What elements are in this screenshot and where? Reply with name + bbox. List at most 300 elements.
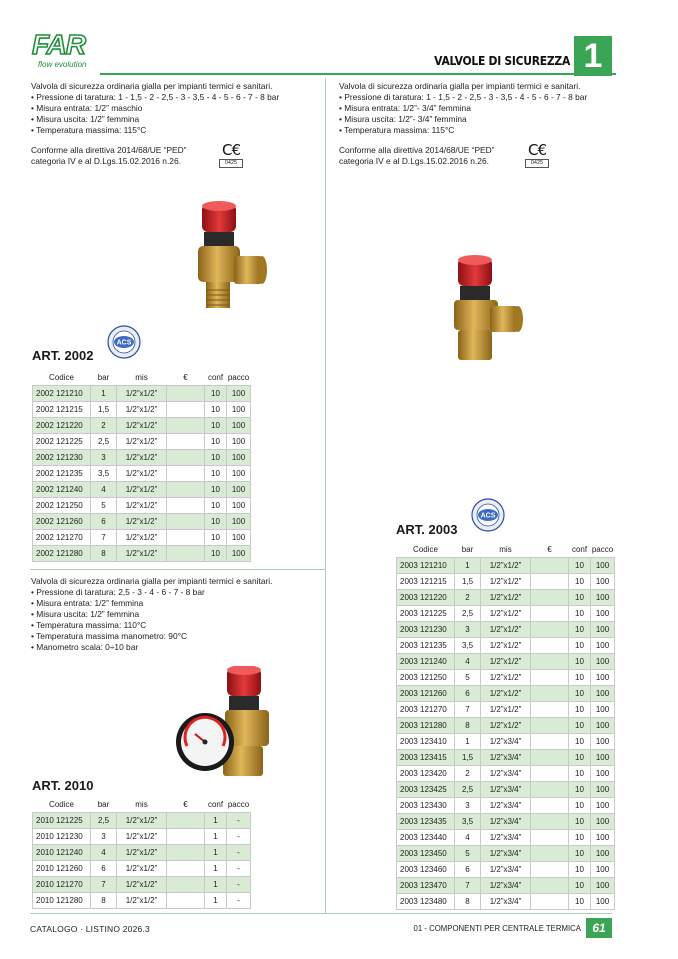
table-cell: 10 — [569, 701, 591, 717]
table-row — [397, 797, 615, 813]
table-cell — [531, 829, 569, 845]
table-cell: 2,5 — [91, 812, 117, 828]
table-cell: 100 — [591, 573, 615, 589]
table-cell: 2003 123450 — [397, 845, 455, 861]
table-cell: 100 — [591, 861, 615, 877]
table-row — [397, 877, 615, 893]
table-row — [397, 781, 615, 797]
art2003-title: ART. 2003 — [396, 522, 458, 537]
table-cell — [531, 893, 569, 909]
table-row — [33, 433, 251, 449]
table-cell: 10 — [569, 829, 591, 845]
table-cell: 2003 121220 — [397, 589, 455, 605]
table-cell: 2010 121280 — [33, 892, 91, 908]
table-cell: 2003 121210 — [397, 557, 455, 573]
table-cell — [531, 877, 569, 893]
table-cell — [531, 557, 569, 573]
table-cell: 2003 123425 — [397, 781, 455, 797]
art2010-table — [32, 798, 251, 909]
column-header: pacco — [227, 373, 250, 383]
table-cell: 100 — [227, 417, 251, 433]
spec-item: • Temperatura massima: 110°C — [31, 620, 321, 631]
acs-badge — [471, 498, 505, 532]
table-cell — [531, 765, 569, 781]
spec-item: • Pressione di taratura: 2,5 - 3 - 4 - 6 - 7 - 8 bar — [31, 587, 321, 598]
table-cell: 1 — [205, 828, 227, 844]
spec-item: • Pressione di taratura: 1 - 1,5 - 2 - 2,5 - 3 - 3,5 - 4 - 5 - 6 - 7 - 8 bar — [339, 92, 629, 103]
table-header-row — [397, 543, 615, 557]
table-cell: 10 — [205, 417, 227, 433]
art2010-description — [31, 576, 321, 653]
table-row — [397, 653, 615, 669]
table-cell: 100 — [591, 749, 615, 765]
table-cell: 100 — [591, 765, 615, 781]
art2002-title: ART. 2002 — [32, 348, 94, 363]
table-cell — [531, 669, 569, 685]
table-cell: 2003 123440 — [397, 829, 455, 845]
table-cell: 2002 121250 — [33, 497, 91, 513]
table-cell: 1 — [91, 385, 117, 401]
table-cell: 2003 121235 — [397, 637, 455, 653]
table-cell: 1/2”x3/4” — [481, 749, 531, 765]
table-cell: 2,5 — [455, 781, 481, 797]
table-cell: 10 — [205, 401, 227, 417]
table-cell: 100 — [591, 877, 615, 893]
spec-item: • Temperatura massima: 115°C — [31, 125, 321, 136]
table-cell: 2003 123480 — [397, 893, 455, 909]
table-row — [33, 465, 251, 481]
table-cell: 7 — [91, 876, 117, 892]
valve-2003-image — [450, 254, 526, 366]
table-cell: 8 — [91, 892, 117, 908]
table-cell: 100 — [591, 701, 615, 717]
desc-text: Valvola di sicurezza ordinaria gialla per impianti termici e sanitari. — [31, 81, 273, 91]
brand-tagline: flow evolution — [38, 60, 87, 69]
table-cell: 10 — [569, 717, 591, 733]
table-cell: 2 — [91, 417, 117, 433]
table-cell: 2002 121280 — [33, 545, 91, 561]
table-cell: 2010 121225 — [33, 812, 91, 828]
spec-item: • Misura entrata: 1/2” femmina — [31, 598, 321, 609]
table-cell: 2010 121270 — [33, 876, 91, 892]
table-cell: 5 — [455, 845, 481, 861]
ce-icon: C€ — [527, 141, 547, 159]
spec-item: • Misura entrata: 1/2”- 3/4” femmina — [339, 103, 629, 114]
table-cell: 2003 121225 — [397, 605, 455, 621]
spec-list — [31, 92, 321, 136]
table-cell: 1 — [205, 812, 227, 828]
table-cell: 1/2”x3/4” — [481, 781, 531, 797]
table-cell: 100 — [591, 669, 615, 685]
table-cell: 1/2”x1/2” — [117, 449, 167, 465]
ped-line: Conforme alla direttiva 2014/68/UE “PED” — [339, 145, 495, 155]
table-cell: 2,5 — [91, 433, 117, 449]
table-cell: 1/2”x3/4” — [481, 829, 531, 845]
table-cell: 3,5 — [455, 813, 481, 829]
table-cell: 2003 121280 — [397, 717, 455, 733]
table-cell: 2003 123460 — [397, 861, 455, 877]
table-cell: 2002 121230 — [33, 449, 91, 465]
table-cell: 1/2”x1/2” — [117, 385, 167, 401]
table-cell: 2 — [455, 765, 481, 781]
column-header: bar — [97, 800, 110, 810]
desc-text: Valvola di sicurezza ordinaria gialla per impianti termici e sanitari. — [339, 81, 581, 91]
table-cell: 100 — [227, 433, 251, 449]
table-cell: 10 — [569, 669, 591, 685]
column-header: pacco — [227, 800, 250, 810]
valve-2002-image — [190, 198, 270, 322]
table-cell: 2003 121240 — [397, 653, 455, 669]
table-cell: 100 — [227, 545, 251, 561]
table-cell: 100 — [227, 481, 251, 497]
table-cell: 1,5 — [455, 749, 481, 765]
table-cell: 7 — [455, 701, 481, 717]
table-cell — [531, 653, 569, 669]
table-cell: 1/2”x1/2” — [117, 513, 167, 529]
ped-note — [31, 145, 221, 167]
table-cell — [167, 417, 205, 433]
table-cell: - — [227, 828, 251, 844]
table-cell: 4 — [91, 481, 117, 497]
acs-label: ACS — [480, 512, 496, 520]
art2002-description — [31, 81, 321, 136]
ped-line: Conforme alla direttiva 2014/68/UE “PED” — [31, 145, 187, 155]
table-cell: 10 — [569, 781, 591, 797]
table-cell: 100 — [227, 513, 251, 529]
table-cell: 10 — [569, 797, 591, 813]
table-cell: 100 — [227, 401, 251, 417]
column-header: Codice — [49, 800, 74, 810]
table-cell: 1/2”x1/2” — [117, 433, 167, 449]
table-cell: 100 — [227, 449, 251, 465]
column-header: € — [547, 545, 552, 555]
art2003-description — [339, 81, 629, 136]
table-cell: 2002 121210 — [33, 385, 91, 401]
table-cell: 10 — [205, 433, 227, 449]
table-cell: 4 — [455, 653, 481, 669]
table-row — [397, 733, 615, 749]
spec-item: • Misura entrata: 1/2” maschio — [31, 103, 321, 114]
valve-2010-image — [175, 666, 275, 790]
table-row — [33, 892, 251, 908]
table-row — [33, 545, 251, 561]
table-row — [397, 861, 615, 877]
table-cell: 10 — [205, 545, 227, 561]
brand-name: FAR — [32, 29, 85, 60]
table-cell: 100 — [591, 557, 615, 573]
table-cell: 6 — [455, 861, 481, 877]
column-header: mis — [135, 373, 148, 383]
table-cell: 1/2”x1/2” — [117, 529, 167, 545]
table-cell: 4 — [91, 844, 117, 860]
table-cell: 10 — [569, 861, 591, 877]
table-cell: 1/2”x1/2” — [481, 589, 531, 605]
table-cell: 10 — [569, 845, 591, 861]
table-cell: 1/2”x1/2” — [481, 653, 531, 669]
table-cell: 2003 123435 — [397, 813, 455, 829]
table-row — [397, 573, 615, 589]
table-cell — [167, 812, 205, 828]
table-cell: 10 — [205, 529, 227, 545]
ped-line: categoria IV e al D.Lgs.15.02.2016 n.26. — [339, 156, 489, 166]
table-row — [33, 828, 251, 844]
table-cell: 2003 123430 — [397, 797, 455, 813]
table-row — [33, 385, 251, 401]
table-row — [397, 717, 615, 733]
table-row — [397, 637, 615, 653]
table-cell: 1/2”x1/2” — [481, 637, 531, 653]
table-row — [397, 621, 615, 637]
table-cell — [531, 701, 569, 717]
table-cell: 1/2”x1/2” — [481, 717, 531, 733]
column-header: € — [183, 373, 188, 383]
table-row — [33, 812, 251, 828]
table-cell: 2002 121215 — [33, 401, 91, 417]
table-cell: 10 — [569, 765, 591, 781]
ce-icon: C€ — [221, 141, 241, 159]
table-cell: 8 — [91, 545, 117, 561]
table-row — [33, 529, 251, 545]
table-row — [33, 497, 251, 513]
table-row — [397, 813, 615, 829]
spec-item: • Misura uscita: 1/2” femmina — [31, 114, 321, 125]
chapter-number: 1 — [574, 36, 612, 76]
table-cell — [531, 589, 569, 605]
table-cell: 100 — [591, 685, 615, 701]
spec-item: • Temperatura massima: 115°C — [339, 125, 629, 136]
table-cell: 10 — [205, 449, 227, 465]
table-cell: 1/2”x1/2” — [481, 621, 531, 637]
table-row — [397, 605, 615, 621]
acs-label: ACS — [116, 339, 132, 347]
table-cell: 1 — [455, 733, 481, 749]
table-cell: 10 — [569, 557, 591, 573]
table-row — [397, 589, 615, 605]
column-header: mis — [499, 545, 512, 555]
table-cell: 2010 121260 — [33, 860, 91, 876]
table-header-row — [33, 371, 251, 385]
table-cell: 1/2”x1/2” — [117, 876, 167, 892]
table-cell: 7 — [455, 877, 481, 893]
column-header: pacco — [591, 545, 614, 555]
table-cell — [531, 861, 569, 877]
table-cell: 1 — [205, 876, 227, 892]
table-cell: 1/2”x1/2” — [481, 685, 531, 701]
table-cell: 1/2”x1/2” — [117, 401, 167, 417]
table-cell: 1/2”x3/4” — [481, 893, 531, 909]
table-cell: 3 — [455, 797, 481, 813]
table-cell: 8 — [455, 893, 481, 909]
table-cell — [167, 433, 205, 449]
table-cell: 100 — [591, 845, 615, 861]
table-cell: 2010 121240 — [33, 844, 91, 860]
table-cell: 100 — [591, 733, 615, 749]
art2002-table — [32, 371, 251, 562]
column-header: conf — [571, 545, 588, 555]
table-cell: 1/2”x3/4” — [481, 813, 531, 829]
table-cell: 100 — [591, 621, 615, 637]
table-cell: 10 — [569, 749, 591, 765]
table-cell: 100 — [591, 717, 615, 733]
table-cell — [531, 813, 569, 829]
table-cell: 10 — [569, 685, 591, 701]
column-header: Codice — [49, 373, 74, 383]
table-cell: 100 — [227, 497, 251, 513]
table-cell: 1/2”x3/4” — [481, 877, 531, 893]
section-title: VALVOLE DI SICUREZZA — [434, 53, 570, 68]
table-cell: 1/2”x3/4” — [481, 733, 531, 749]
ce-mark — [525, 141, 549, 169]
table-cell: 3 — [91, 449, 117, 465]
table-cell: 1,5 — [91, 401, 117, 417]
table-cell: 1/2”x1/2” — [481, 701, 531, 717]
table-cell: 1,5 — [455, 573, 481, 589]
table-cell: 100 — [591, 605, 615, 621]
table-row — [397, 557, 615, 573]
column-header: conf — [207, 373, 224, 383]
table-cell: 1 — [205, 892, 227, 908]
table-cell: 1/2”x1/2” — [481, 669, 531, 685]
table-cell: 10 — [569, 893, 591, 909]
table-cell: - — [227, 860, 251, 876]
table-cell — [167, 876, 205, 892]
column-header: conf — [207, 800, 224, 810]
chapter-label: 01 - COMPONENTI PER CENTRALE TERMICA — [413, 924, 581, 933]
art2010-title: ART. 2010 — [32, 778, 94, 793]
page-number: 61 — [586, 918, 612, 938]
table-cell: 2002 121240 — [33, 481, 91, 497]
table-cell: 2003 121215 — [397, 573, 455, 589]
table-cell: 100 — [591, 813, 615, 829]
table-row — [33, 860, 251, 876]
column-header: bar — [97, 373, 110, 383]
table-cell: 1/2”x1/2” — [117, 892, 167, 908]
table-cell — [167, 481, 205, 497]
table-cell — [167, 449, 205, 465]
desc-text: Valvola di sicurezza ordinaria gialla per impianti termici e sanitari. — [31, 576, 273, 586]
ce-number: 0425 — [219, 159, 243, 168]
table-cell — [531, 781, 569, 797]
table-cell: 2 — [455, 589, 481, 605]
table-cell: 2002 121270 — [33, 529, 91, 545]
table-cell: 10 — [569, 653, 591, 669]
table-row — [33, 844, 251, 860]
table-cell — [531, 733, 569, 749]
table-cell: 1/2”x1/2” — [481, 573, 531, 589]
table-cell: 1/2”x1/2” — [481, 605, 531, 621]
table-row — [33, 876, 251, 892]
ped-note — [339, 145, 529, 167]
table-cell: 100 — [591, 781, 615, 797]
table-cell: 100 — [227, 465, 251, 481]
spec-item: • Misura uscita: 1/2”- 3/4” femmina — [339, 114, 629, 125]
table-cell: 2003 123420 — [397, 765, 455, 781]
table-cell: 1 — [205, 860, 227, 876]
column-header: bar — [461, 545, 474, 555]
table-cell: 2002 121220 — [33, 417, 91, 433]
table-cell: 10 — [569, 589, 591, 605]
table-cell: - — [227, 844, 251, 860]
table-cell: 2003 123410 — [397, 733, 455, 749]
table-cell — [167, 385, 205, 401]
table-cell — [531, 749, 569, 765]
table-cell — [167, 892, 205, 908]
table-cell: 1/2”x3/4” — [481, 845, 531, 861]
table-cell: 2003 123415 — [397, 749, 455, 765]
table-cell: 3,5 — [91, 465, 117, 481]
table-cell: 4 — [455, 829, 481, 845]
table-cell: - — [227, 812, 251, 828]
section-divider — [30, 569, 325, 570]
table-cell — [167, 401, 205, 417]
column-divider — [325, 78, 326, 914]
ce-number: 0425 — [525, 159, 549, 168]
table-row — [33, 417, 251, 433]
table-row — [33, 449, 251, 465]
table-cell: 10 — [569, 733, 591, 749]
table-cell: - — [227, 876, 251, 892]
table-cell: 10 — [205, 465, 227, 481]
table-cell: 100 — [591, 653, 615, 669]
table-cell — [167, 497, 205, 513]
column-header: mis — [135, 800, 148, 810]
table-cell: 1/2”x1/2” — [117, 860, 167, 876]
art2003-table — [396, 543, 615, 910]
table-cell: 6 — [455, 685, 481, 701]
table-cell: 2002 121235 — [33, 465, 91, 481]
table-cell — [531, 621, 569, 637]
table-cell: 2003 121260 — [397, 685, 455, 701]
spec-item: • Temperatura massima manometro: 90°C — [31, 631, 321, 642]
table-cell — [531, 845, 569, 861]
table-cell: 7 — [91, 529, 117, 545]
table-cell: 6 — [91, 860, 117, 876]
table-row — [397, 893, 615, 909]
table-cell: 8 — [455, 717, 481, 733]
table-cell: 1/2”x3/4” — [481, 765, 531, 781]
table-cell: 10 — [569, 605, 591, 621]
table-cell: 10 — [569, 813, 591, 829]
table-row — [397, 829, 615, 845]
table-cell: 1/2”x1/2” — [117, 481, 167, 497]
table-row — [397, 669, 615, 685]
acs-badge — [107, 325, 141, 359]
table-row — [33, 513, 251, 529]
spec-item: • Manometro scala: 0÷10 bar — [31, 642, 321, 653]
ce-mark — [219, 141, 243, 169]
table-cell: 2002 121260 — [33, 513, 91, 529]
ped-line: categoria IV e al D.Lgs.15.02.2016 n.26. — [31, 156, 181, 166]
table-cell: 10 — [205, 513, 227, 529]
spec-list — [31, 587, 321, 653]
table-cell: 1/2”x1/2” — [117, 828, 167, 844]
table-row — [397, 765, 615, 781]
table-cell: 2003 121250 — [397, 669, 455, 685]
table-cell: 3,5 — [455, 637, 481, 653]
table-row — [397, 685, 615, 701]
spec-list — [339, 92, 629, 136]
table-cell: - — [227, 892, 251, 908]
table-cell: 5 — [91, 497, 117, 513]
table-cell: 100 — [591, 829, 615, 845]
table-cell — [531, 797, 569, 813]
table-cell — [167, 844, 205, 860]
table-cell — [167, 860, 205, 876]
column-header: Codice — [413, 545, 438, 555]
table-cell: 10 — [569, 637, 591, 653]
table-cell: 1/2”x3/4” — [481, 861, 531, 877]
table-cell: 1/2”x1/2” — [117, 417, 167, 433]
